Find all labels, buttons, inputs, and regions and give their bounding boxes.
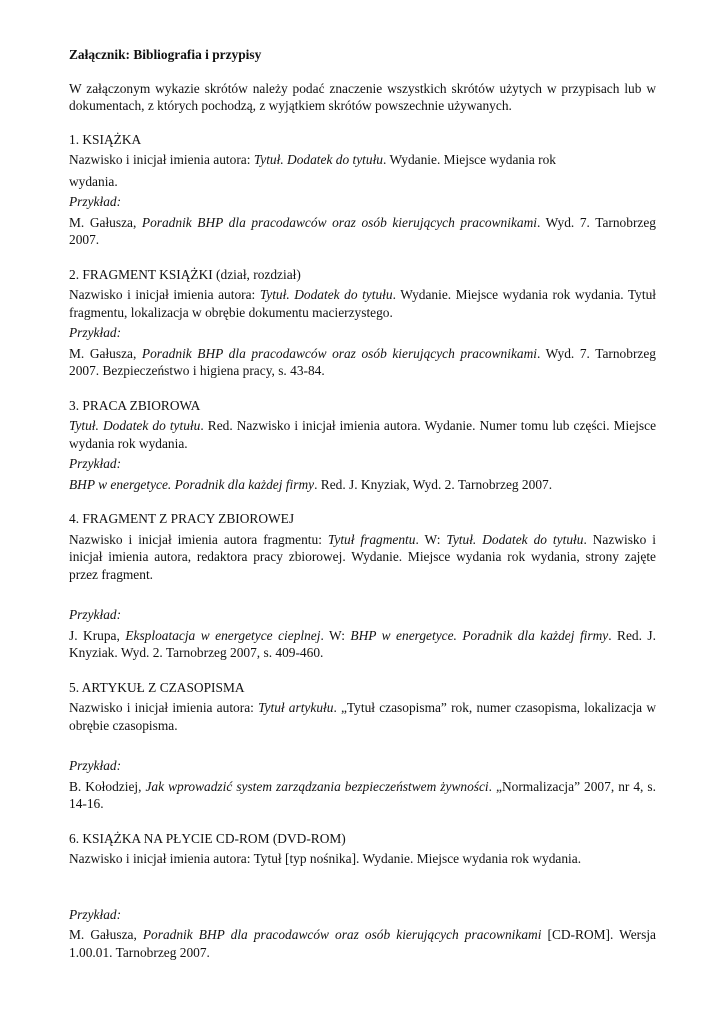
format-pattern: Nazwisko i inicjał imienia autora fragmentu: Tytuł fragmentu. W: Tytuł. Dodatek do tytułu. Nazwisko i inicjał imienia autora, redaktora pracy zbiorowej. Wydanie. Miejsce wydania rok wydania, strony zajęte przez fragment. <box>69 531 656 582</box>
document-body <box>69 46 656 961</box>
format-pattern: Nazwisko i inicjał imienia autora: Tytuł. Dodatek do tytułu. Wydanie. Miejsce wydania rok wydania. Tytuł fragmentu, lokalizacja w obrębie dokumentu macierzystego. <box>69 287 657 320</box>
example-entry: BHP w energetyce. Poradnik dla każdej firmy. Red. J. Knyziak, Wyd. 2. Tarnobrzeg 2007. <box>69 476 553 492</box>
section-collective-work-fragment <box>69 510 656 662</box>
section-heading: 3. PRACA ZBIOROWA <box>69 397 201 413</box>
section-cdrom-book <box>69 830 656 962</box>
section-book-fragment <box>69 266 656 380</box>
example-label: Przykład: <box>69 325 122 340</box>
format-pattern: Nazwisko i inicjał imienia autora: Tytuł [typ nośnika]. Wydanie. Miejsce wydania rok wydania. <box>69 851 582 866</box>
format-pattern-continuation: wydania. <box>69 173 118 189</box>
format-pattern: Nazwisko i inicjał imienia autora: Tytuł artykułu. „Tytuł czasopisma” rok, numer czasopisma, lokalizacja w obrębie czasopisma. <box>69 700 656 733</box>
example-label: Przykład: <box>69 758 122 773</box>
example-entry: M. Gałusza, Poradnik BHP dla pracodawców oraz osób kierujących pracownikami. Wyd. 7. Tarnobrzeg 2007. Bezpieczeństwo i higiena pracy, s. 43-84. <box>69 345 656 378</box>
example-label: Przykład: <box>69 607 122 622</box>
section-heading: 5. ARTYKUŁ Z CZASOPISMA <box>69 679 245 695</box>
example-label: Przykład: <box>69 906 122 922</box>
example-entry: M. Gałusza, Poradnik BHP dla pracodawców oraz osób kierujących pracownikami. Wyd. 7. Tarnobrzeg 2007. <box>69 214 656 247</box>
section-heading: 1. KSIĄŻKA <box>69 131 142 147</box>
format-pattern: Nazwisko i inicjał imienia autora: Tytuł. Dodatek do tytułu. Wydanie. Miejsce wydania rok <box>69 152 556 167</box>
format-pattern: Tytuł. Dodatek do tytułu. Red. Nazwisko i inicjał imienia autora. Wydanie. Numer tomu lub części. Miejsce wydania rok wydania. <box>69 418 657 451</box>
section-collective-work <box>69 397 656 494</box>
section-journal-article <box>69 679 656 813</box>
example-label: Przykład: <box>69 456 122 471</box>
section-heading: 6. KSIĄŻKA NA PŁYCIE CD-ROM (DVD-ROM) <box>69 830 346 846</box>
example-entry: B. Kołodziej, Jak wprowadzić system zarządzania bezpieczeństwem żywności. „Normalizacja” 2007, nr 4, s. 14-16. <box>69 778 656 811</box>
example-entry: M. Gałusza, Poradnik BHP dla pracodawców oraz osób kierujących pracownikami [CD-ROM]. Wersja 1.00.01. Tarnobrzeg 2007. <box>69 927 656 960</box>
section-heading: 4. FRAGMENT Z PRACY ZBIOROWEJ <box>69 511 295 526</box>
example-entry: J. Krupa, Eksploatacja w energetyce cieplnej. W: BHP w energetyce. Poradnik dla każdej firmy. Red. J. Knyziak. Wyd. 2. Tarnobrzeg 2007, s. 409-460. <box>69 627 656 660</box>
section-book <box>69 131 656 249</box>
example-label: Przykład: <box>69 194 122 209</box>
intro-paragraph: W załączonym wykazie skrótów należy podać znaczenie wszystkich skrótów użytych w przypisach lub w dokumentach, z których pochodzą, z wyjątkiem skrótów powszechnie używanych. <box>69 80 656 113</box>
section-heading: 2. FRAGMENT KSIĄŻKI (dział, rozdział) <box>69 266 301 282</box>
document-title: Załącznik: Bibliografia i przypisy <box>69 47 262 62</box>
